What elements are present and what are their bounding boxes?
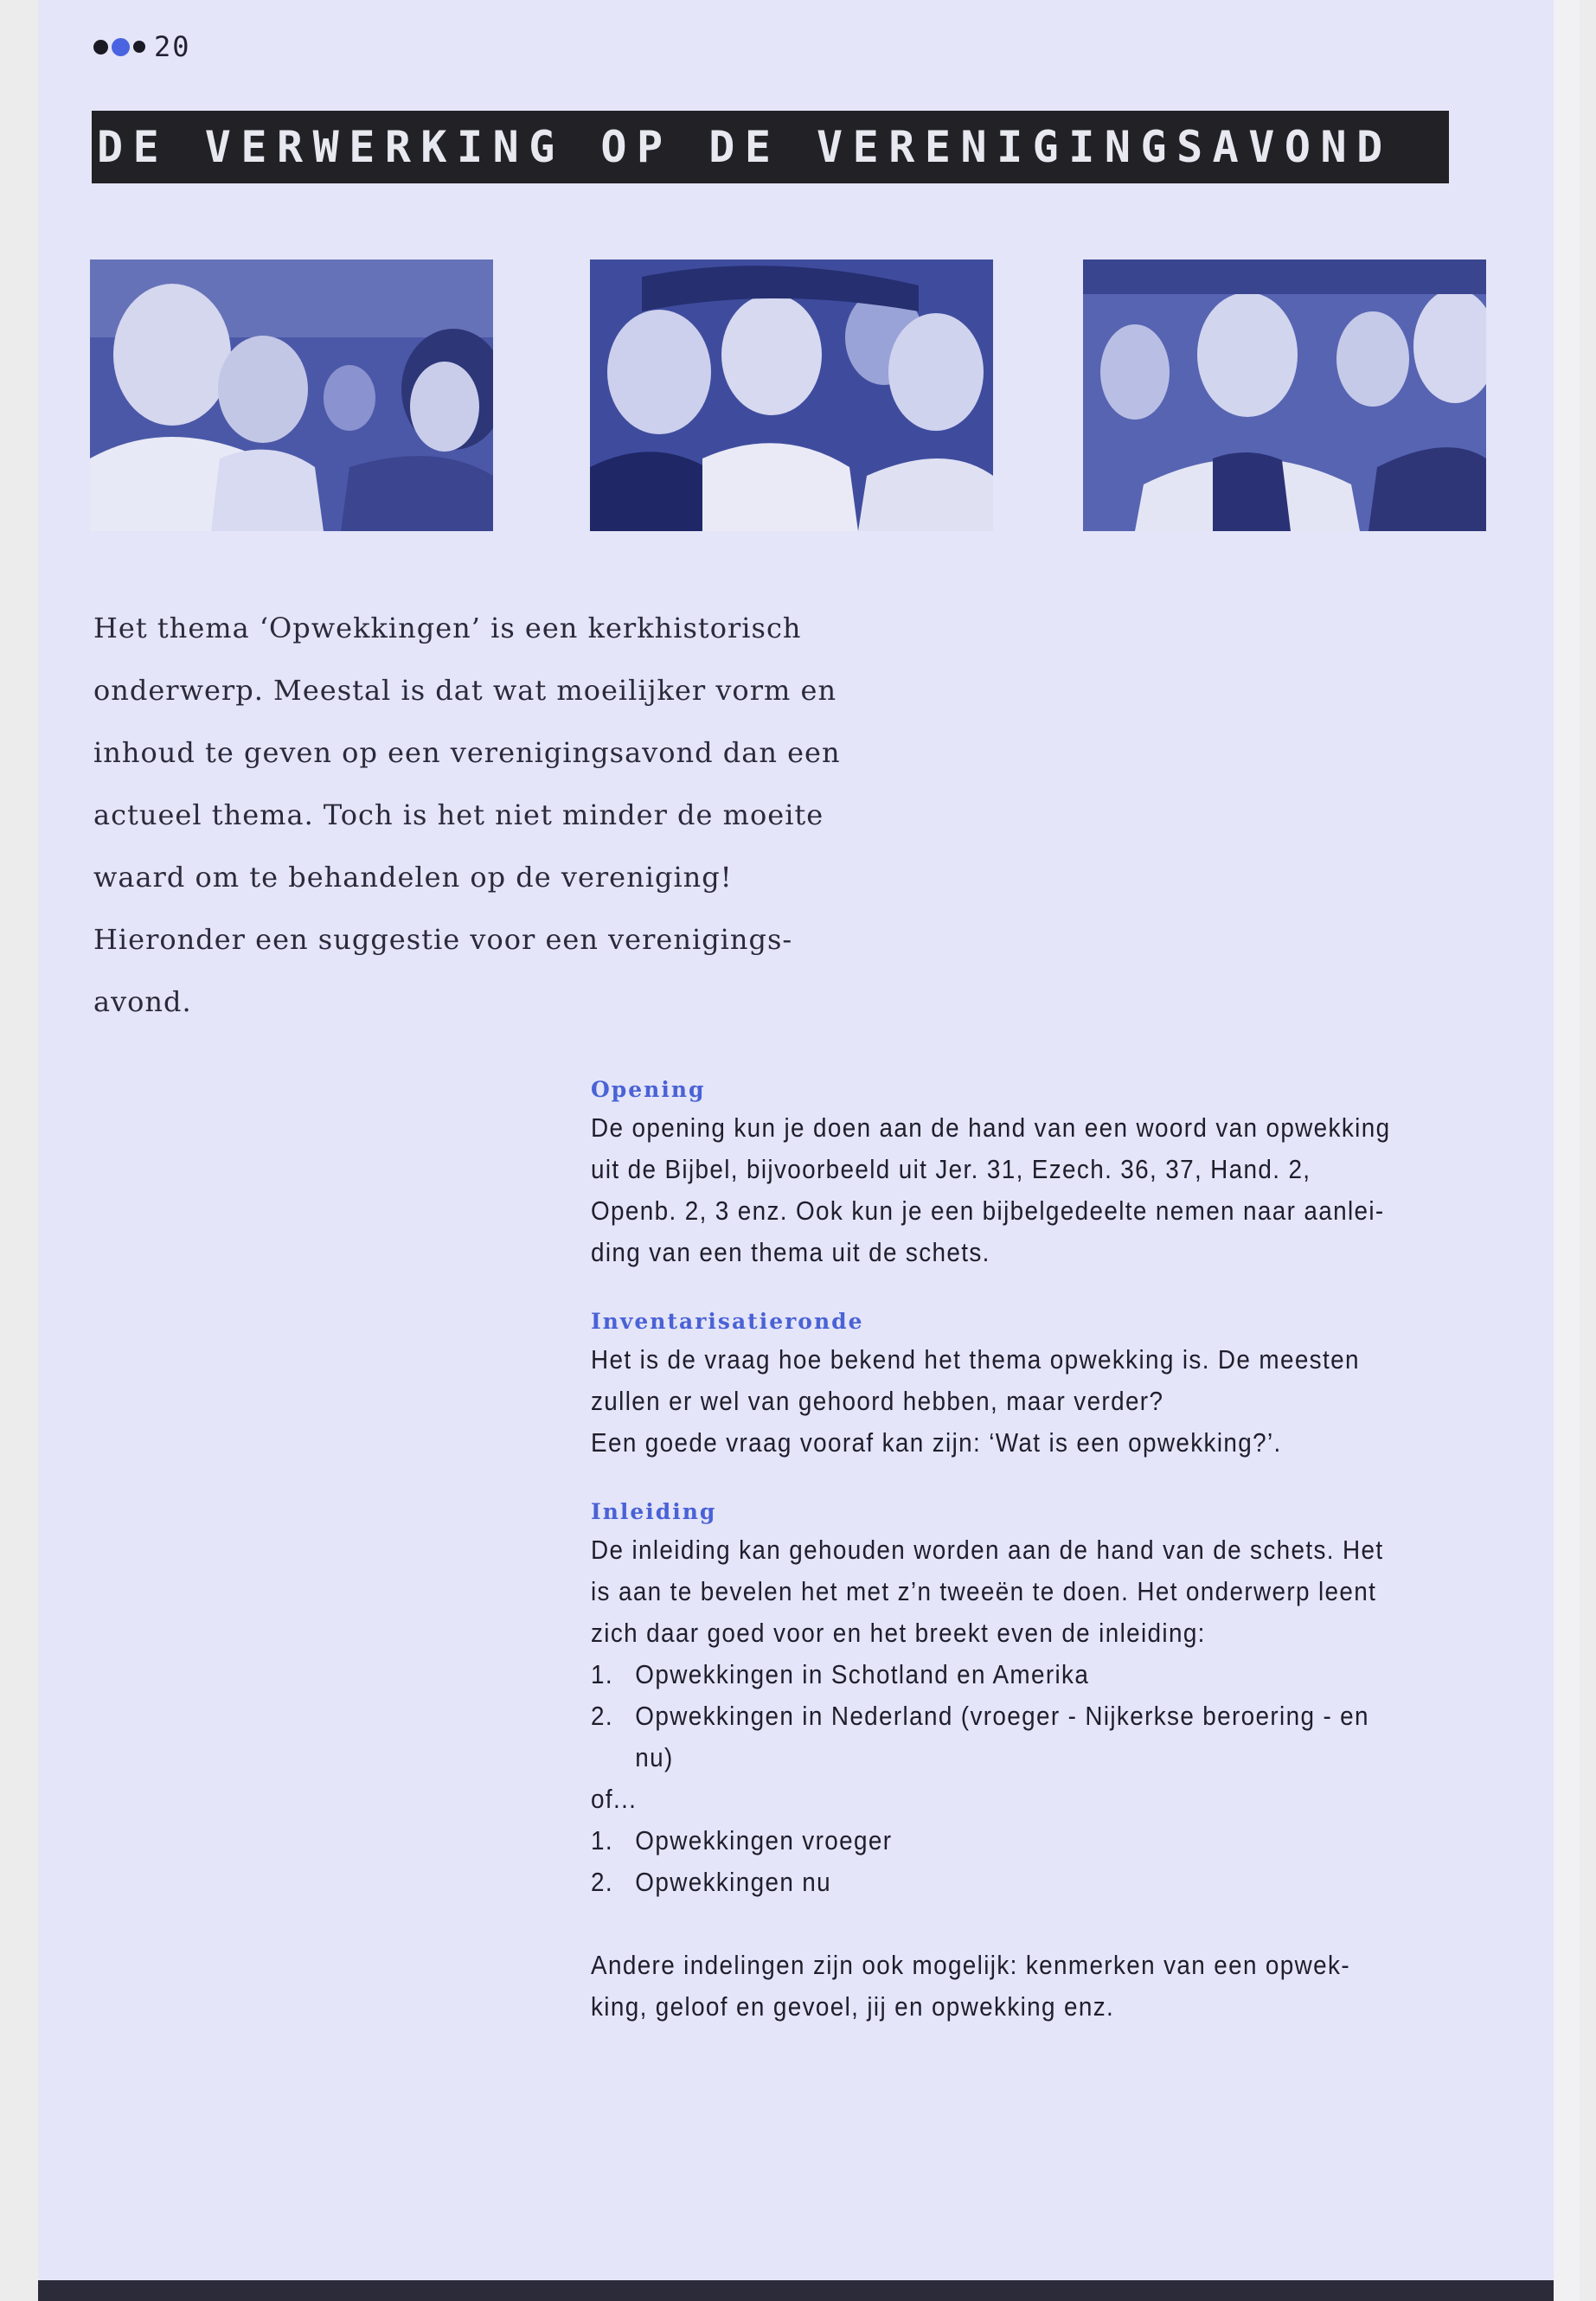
intro-line: waard om te behandelen op de vereniging! [93, 861, 733, 894]
body-line: De opening kun je doen aan de hand van een woord van opwekking [591, 1112, 1391, 1143]
intro-paragraph [93, 597, 889, 1033]
content-column [591, 1073, 1490, 2059]
numbered-list [591, 1820, 1490, 1903]
dots-icon [93, 38, 145, 56]
body-line: zich daar goed voor en het breekt even de inleiding: [591, 1618, 1206, 1648]
list-item [591, 1820, 1490, 1862]
body-line: is aan te bevelen het met z’n tweeën te doen. Het onderwerp leent [591, 1576, 1377, 1606]
intro-line: inhoud te geven op een verenigingsavond dan een [93, 736, 841, 769]
page-header [93, 29, 191, 64]
dot-icon [133, 41, 145, 53]
section-body [591, 1107, 1490, 1273]
body-line: De inleiding kan gehouden worden aan de hand van de schets. Het [591, 1535, 1384, 1565]
page-title: DE VERWERKING OP DE VERENIGINGSAVOND [97, 122, 1393, 172]
spacer [591, 1903, 1490, 1945]
list-item [591, 1695, 1490, 1779]
list-number: 2. [591, 1701, 613, 1731]
section-body [591, 1529, 1490, 2028]
list-item [591, 1654, 1490, 1695]
photo-group-3 [1083, 260, 1486, 531]
list-number: 1. [591, 1825, 613, 1856]
dot-icon [93, 40, 108, 54]
section-body [591, 1339, 1490, 1464]
body-line: Het is de vraag hoe bekend het thema opwekking is. De meesten [591, 1344, 1360, 1375]
numbered-list [591, 1654, 1490, 1779]
body-line: uit de Bijbel, bijvoorbeeld uit Jer. 31, Ezech. 36, 37, Hand. 2, [591, 1154, 1311, 1184]
list-text: Opwekkingen in Schotland en Amerika [635, 1659, 1090, 1689]
intro-line: avond. [93, 985, 192, 1018]
page-number: 20 [154, 30, 191, 63]
intro-line: Het thema ‘Opwekkingen’ is een kerkhistorisch [93, 612, 802, 644]
list-text: Opwekkingen nu [635, 1867, 832, 1897]
section-inleiding [591, 1495, 1490, 2028]
body-line: king, geloof en gevoel, jij en opwekking enz. [591, 1991, 1115, 2022]
body-line: Openb. 2, 3 enz. Ook kun je een bijbelgedeelte nemen naar aanlei- [591, 1195, 1385, 1226]
list-text: Opwekkingen vroeger [635, 1825, 893, 1856]
section-heading: Inleiding [591, 1499, 717, 1524]
title-bar [92, 111, 1449, 183]
photo-group-2 [590, 260, 993, 531]
photo-group-1 [90, 260, 493, 531]
list-item [591, 1862, 1490, 1903]
section-heading: Inventarisatieronde [591, 1309, 864, 1334]
section-inventarisatie [591, 1304, 1490, 1464]
body-line: ding van een thema uit de schets. [591, 1237, 990, 1267]
section-heading: Opening [591, 1077, 706, 1102]
intro-line: actueel thema. Toch is het niet minder de moeite [93, 798, 824, 831]
page-edge [1554, 0, 1580, 2301]
list-number: 2. [591, 1867, 613, 1897]
body-line: zullen er wel van gehoord hebben, maar verder? [591, 1386, 1164, 1416]
list-text: Opwekkingen in Nederland (vroeger - Nijkerkse beroering - en nu) [635, 1701, 1369, 1772]
list-number: 1. [591, 1659, 613, 1689]
body-line: Andere indelingen zijn ook mogelijk: kenmerken van een opwek- [591, 1950, 1350, 1980]
bottom-strip [38, 2280, 1554, 2301]
intro-line: Hieronder een suggestie voor een verenigings- [93, 923, 793, 956]
dot-icon [112, 38, 130, 56]
intro-line: onderwerp. Meestal is dat wat moeilijker vorm en [93, 674, 837, 707]
or-text: of... [591, 1784, 638, 1814]
section-opening [591, 1073, 1490, 1273]
body-line: Een goede vraag vooraf kan zijn: ‘Wat is een opwekking?’. [591, 1427, 1282, 1458]
